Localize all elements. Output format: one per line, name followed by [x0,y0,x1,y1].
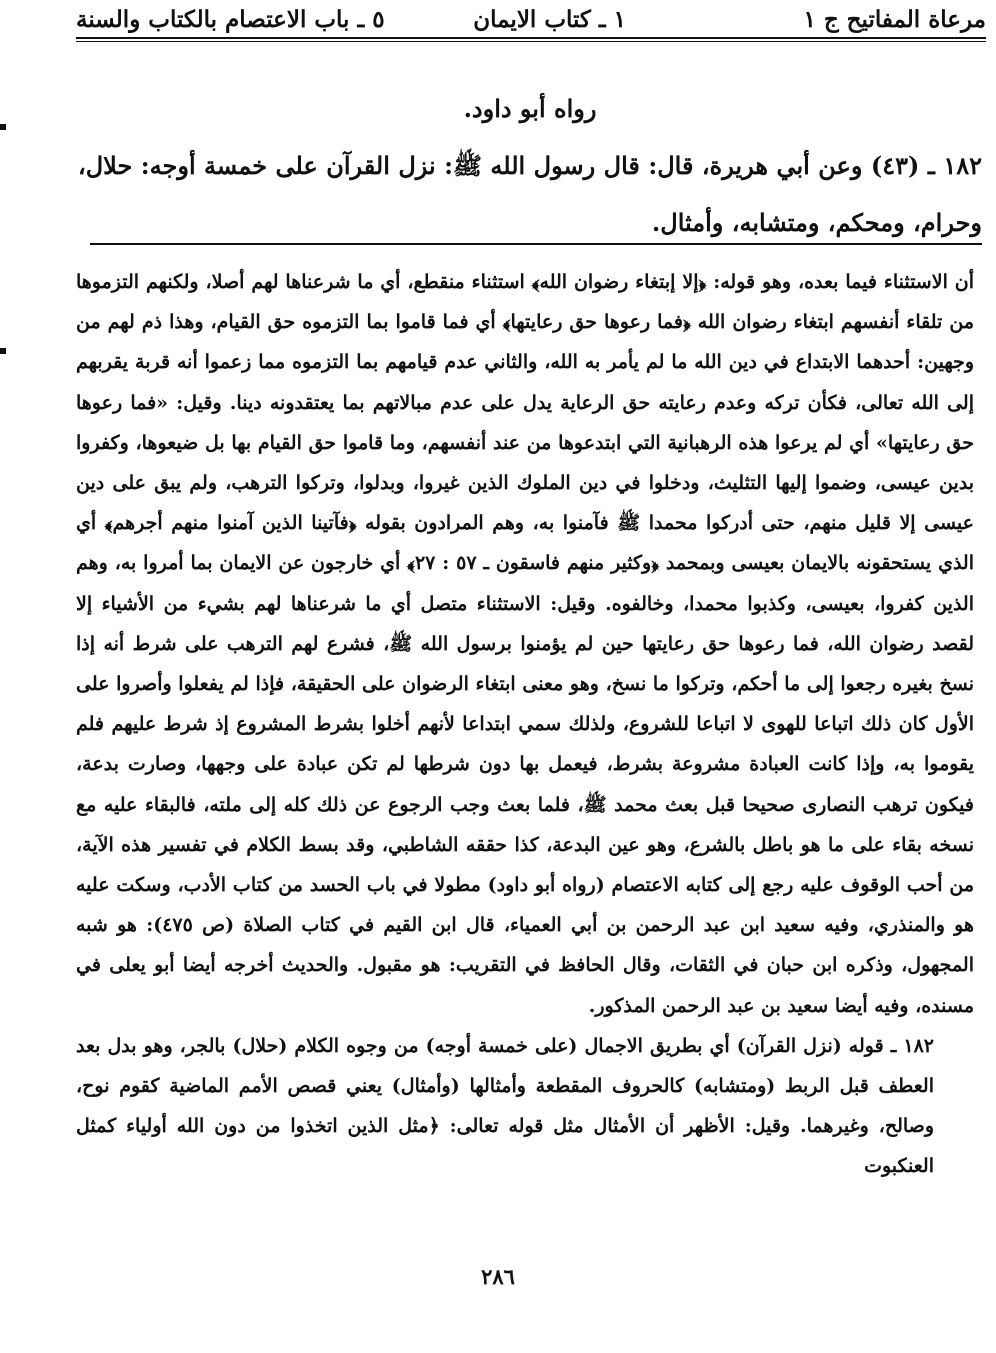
hadith-text-block [78,80,982,251]
section-title: ٥ ـ باب الاعتصام بالكتاب والسنة [76,6,385,33]
commentary-paragraph: أن الاستثناء فيما بعده، وهو قوله: ﴿إلا إبتغاء رضوان الله﴾ استثناء منقطع، أي ما شرعناها لهم أصلا، ولكنهم التزموها من تلقاء أنفسهم ابتغاء رضوان الله ﴿فما رعوها حق رعايتها﴾ أي فما قاموا بما التزموه حق القيام، وهذا ذم لهم من وجهين: أحدهما الابتداع في دين الله ما لم يأمر به الله، والثاني عدم قيامهم بما التزموه مما زعموا أنه قربة يقربهم إلى الله تعالى، فكأن تركه وعدم رعايته حق الرعاية يدل على عدم مبالاتهم بما يعتقدونه دينا. وقيل: «فما رعوها حق رعايتها» أي لم يرعوا هذه الرهبانية التي ابتدعوها من عند أنفسهم، وما قاموا حق القيام بها بل ضيعوها، وكفروا بدين عيسى، وضموا إليها التثليث، ودخلوا في دين الملوك الذين غيروا، وبدلوا، وتركوا الترهب، ولم يبق على دين عيسى إلا قليل منهم، حتى أدركوا محمدا ﷺ فآمنوا به، وهم المرادون بقوله ﴿فآتينا الذين آمنوا منهم أجرهم﴾ أي الذي يستحقونه بالايمان بعيسى وبمحمد ﴿وكثير منهم فاسقون ـ ٥٧ : ٢٧﴾ أي خارجون عن الايمان بما أمروا به، وهم الذين كفروا، بعيسى، وكذبوا محمدا، وخالفوه. وقيل: الاستثناء متصل أي ما شرعناها لهم بشيء من الأشياء إلا لقصد رضوان الله، فما رعوها حق رعايتها حين لم يؤمنوا برسول الله ﷺ، فشرع لهم الترهب على شرط أنه إذا نسخ بغيره رجعوا إلى ما أحكم، وتركوا ما نسخ، وهو معنى ابتغاء الرضوان على الحقيقة، فإذا لم يفعلوا وأصروا على الأول كان ذلك اتباعا للهوى لا اتباعا للشروع، ولذلك سمي ابتداعا لأنهم أخلوا بشرط المشروع إذ شرط عليهم فلم يقوموا به، وإذا كانت العبادة مشروعة بشرط، فيعمل بها دون شرطها لم تكن عبادة على وجهها، وصارت بدعة، فيكون ترهب النصارى صحيحا قبل بعث محمد ﷺ، فلما بعث وجب الرجوع عن ذلك كله إلى ملته، فالبقاء عليه مع نسخه بقاء على ما هو باطل بالشرع، وهو عين البدعة، كذا حققه الشاطبي، وقد بسط الكلام في تفسير هذه الآية، من أحب الوقوف عليه رجع إلى كتابه الاعتصام (رواه أبو داود) مطولا في باب الحسد من كتاب الأدب، وسكت عليه هو والمنذري، وفيه سعيد ابن عبد الرحمن بن أبي العمياء، قال ابن القيم في كتاب الصلاة (ص ٤٧٥): هو شبه المجهول، وذكره ابن حبان في الثقات، وقال الحافظ في التقريب: هو مقبول. والحديث أخرجه أيضا أبو يعلى في مسنده، وفيه أيضا سعيد بن عبد الرحمن المذكور. [76,271,974,1017]
book-title: مرعاة المفاتيح ج ١ [803,6,986,33]
margin-mark [0,348,6,354]
commentary-paragraph: ١٨٢ ـ قوله (نزل القرآن) أي بطريق الاجمال (على خمسة أوجه) من وجوه الكلام (حلال) بالجر، وهو بدل بعد العطف قبل الربط (ومتشابه) كالحروف المقطعة وأمثالها (وأمثال) يعني قصص الأمم الماضية كقوم نوح، وصالح، وغيرهما. وقيل: الأظهر أن الأمثال مثل قوله تعالى: ﴿مثل الذين اتخذوا من دون الله أولياء كمثل العنكبوت [76,1034,934,1178]
chapter-title: ١ ـ كتاب الايمان [473,6,626,33]
margin-mark [0,124,6,130]
header-rule [76,37,986,39]
narrator-line: رواه أبو داود. [463,94,597,123]
hadith-text: ١٨٢ ـ (٤٣) وعن أبي هريرة، قال: قال رسول الله ﷺ: نزل القرآن على خمسة أوجه: حلال، وحرام، ومحكم، ومتشابه، وأمثال. [78,151,982,237]
section-divider [90,243,982,245]
running-header [76,4,986,36]
commentary-block [76,262,974,1187]
page-number: ٢٨٦ [481,1264,515,1289]
header-rule-secondary [76,41,986,42]
